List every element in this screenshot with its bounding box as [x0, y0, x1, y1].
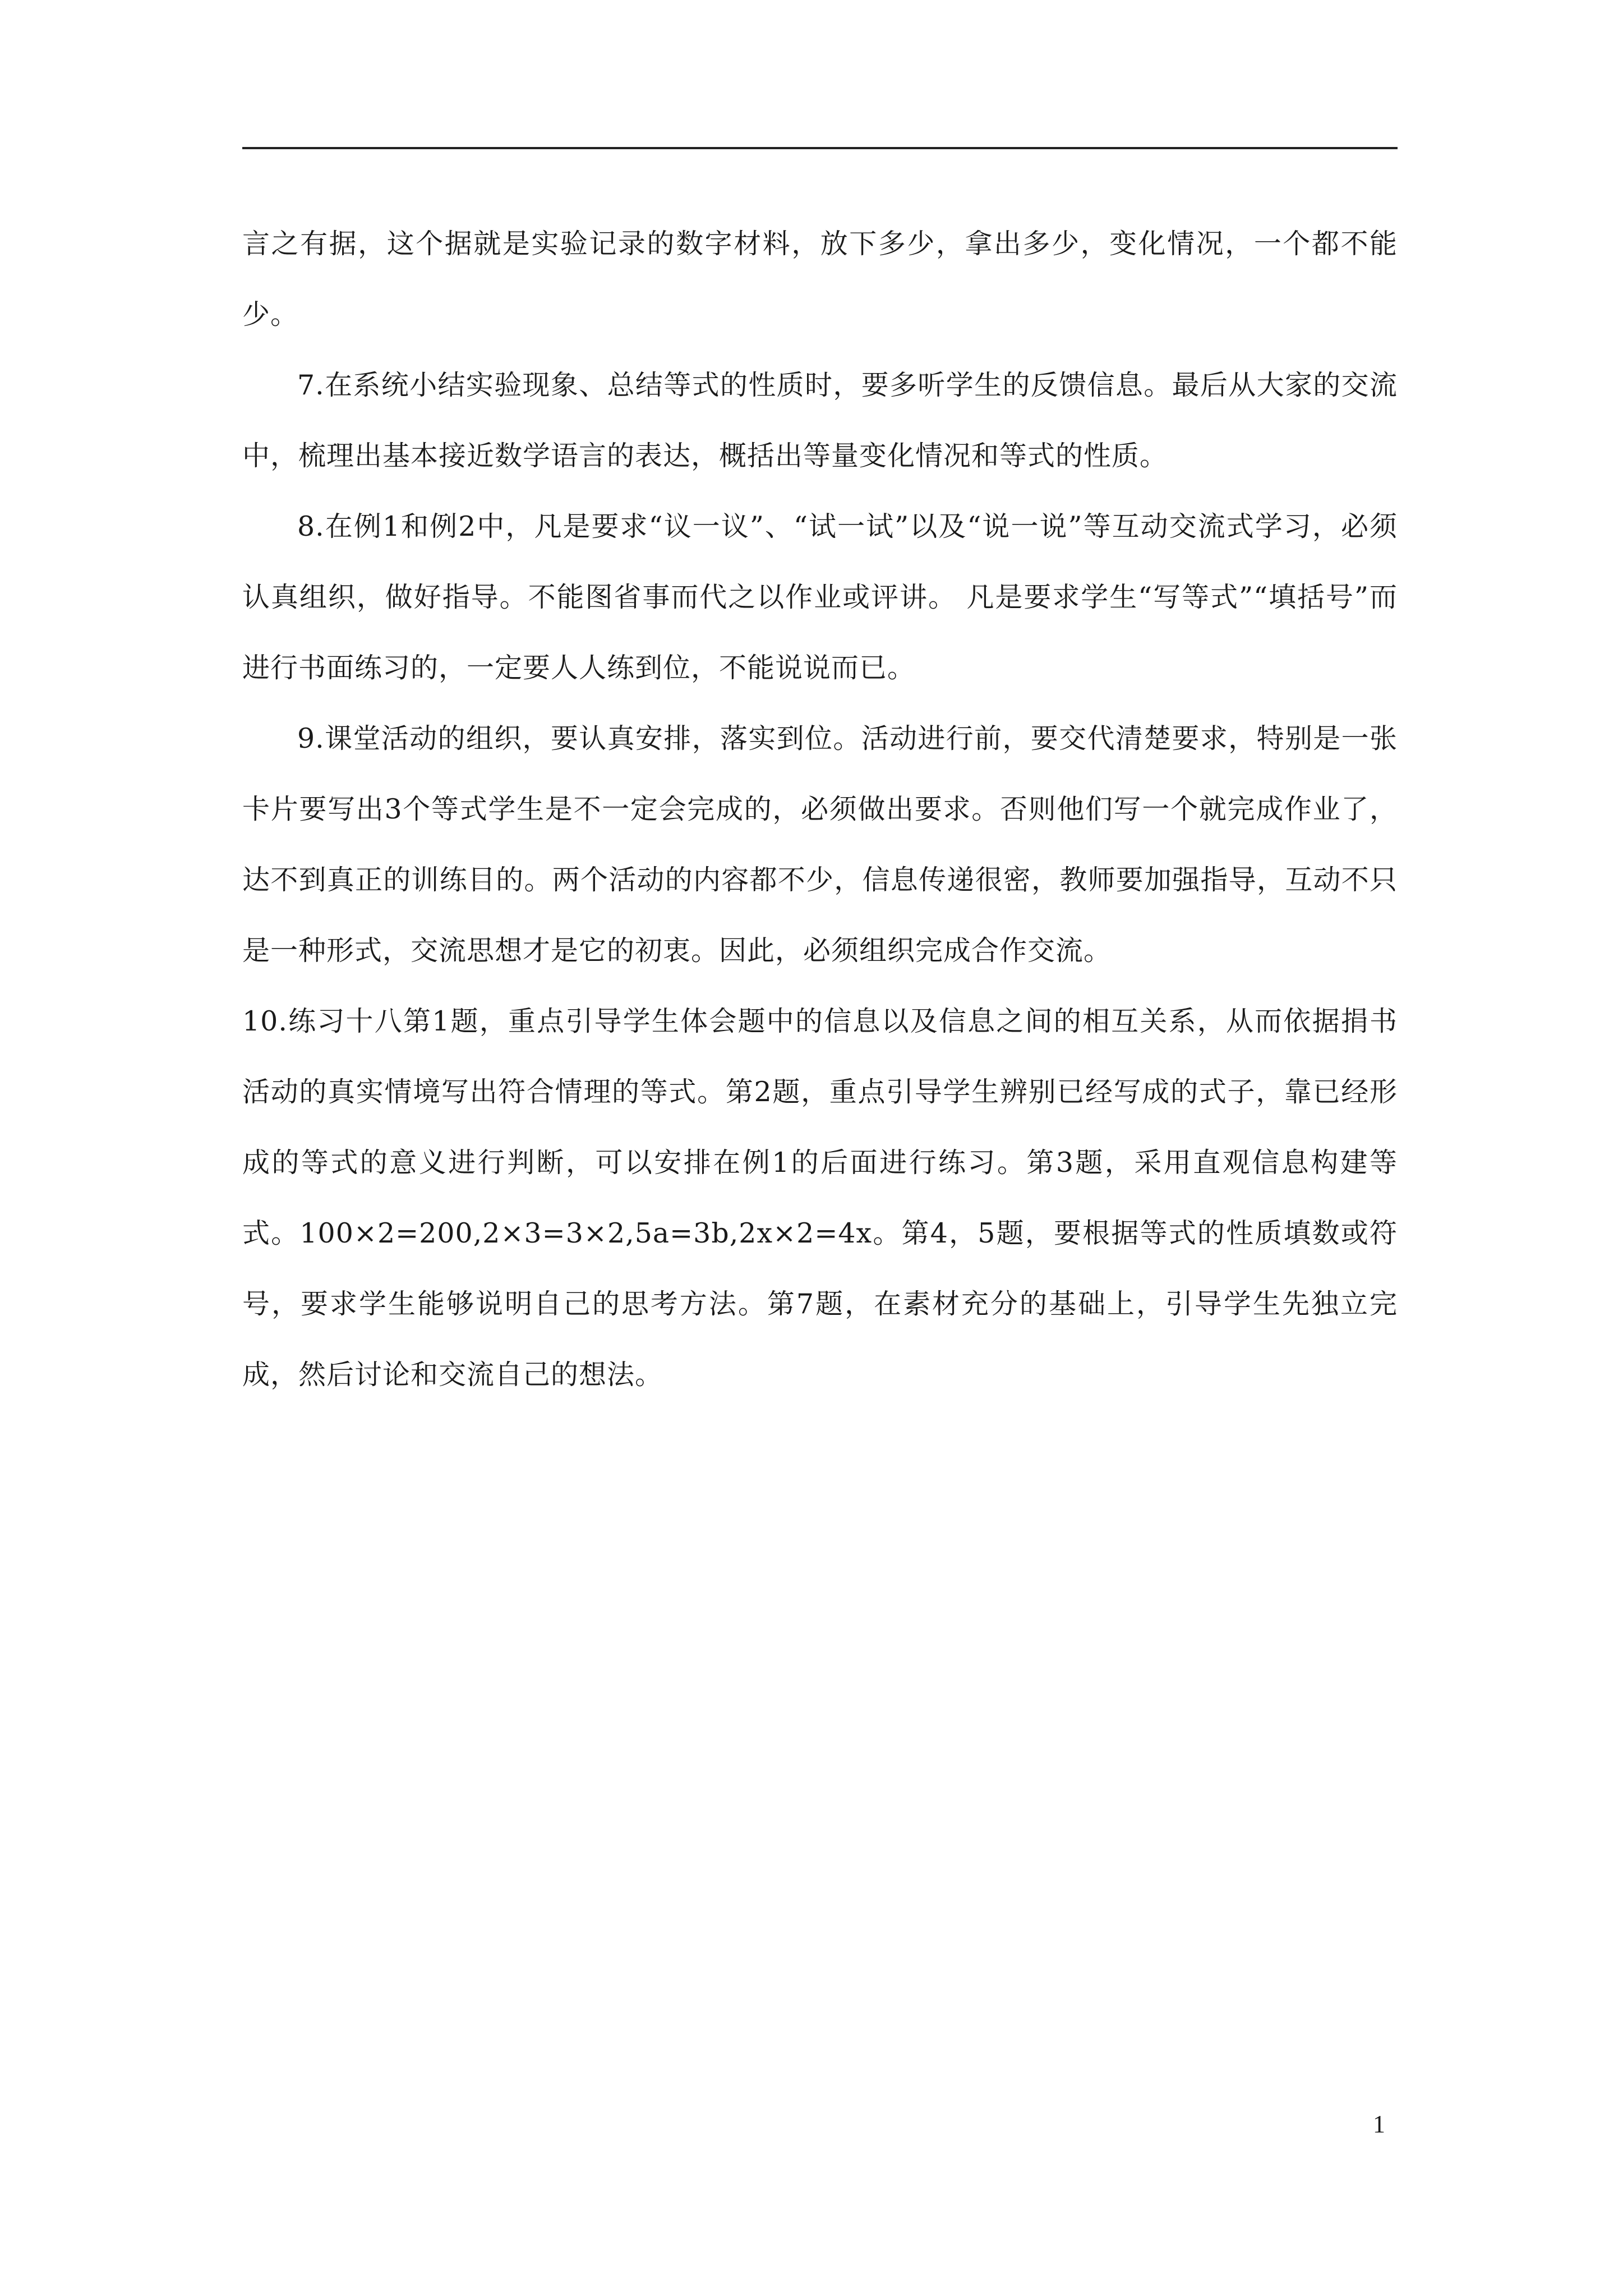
paragraph-item-7: 7.在系统小结实验现象、总结等式的性质时，要多听学生的反馈信息。最后从大家的交流中，梳理出基本接近数学语言的表达，概括出等量变化情况和等式的性质。 — [242, 369, 1398, 472]
paragraph-item-9: 9.课堂活动的组织，要认真安排，落实到位。活动进行前，要交代清楚要求，特别是一张卡片要写出3个等式学生是不一定会完成的，必须做出要求。否则他们写一个就完成作业了，达不到真正的训练目的。两个活动的内容都不少，信息传递很密，教师要加强指导，互动不只是一种形式，交流思想才是它的初衷。因此，必须组织完成合作交流。 — [242, 723, 1398, 967]
paragraph-continuation: 言之有据，这个据就是实验记录的数字材料，放下多少，拿出多少，变化情况，一个都不能少。 — [242, 228, 1398, 330]
header-rule — [242, 147, 1398, 149]
paragraph-item-8: 8.在例1和例2中，凡是要求“议一议”、“试一试”以及“说一说”等互动交流式学习，必须认真组织，做好指导。不能图省事而代之以作业或评讲。 凡是要求学生“写等式”“填括号”而进行书面练习的，一定要人人练到位，不能说说而已。 — [242, 510, 1398, 684]
document-body — [242, 209, 1398, 1410]
paragraph-item-10: 10.练习十八第1题，重点引导学生体会题中的信息以及信息之间的相互关系，从而依据捐书活动的真实情境写出符合情理的等式。第2题，重点引导学生辨别已经写成的式子，靠已经形成的等式的意义进行判断，可以安排在例1的后面进行练习。第3题，采用直观信息构建等式。100×2=200,2×3=3×2,5a=3b,2x×2=4x。第4，5题，要根据等式的性质填数或符号，要求学生能够说明自己的思考方法。第7题，在素材充分的基础上，引导学生先独立完成，然后讨论和交流自己的想法。 — [242, 1005, 1398, 1391]
page-number: 1 — [1373, 2110, 1385, 2138]
